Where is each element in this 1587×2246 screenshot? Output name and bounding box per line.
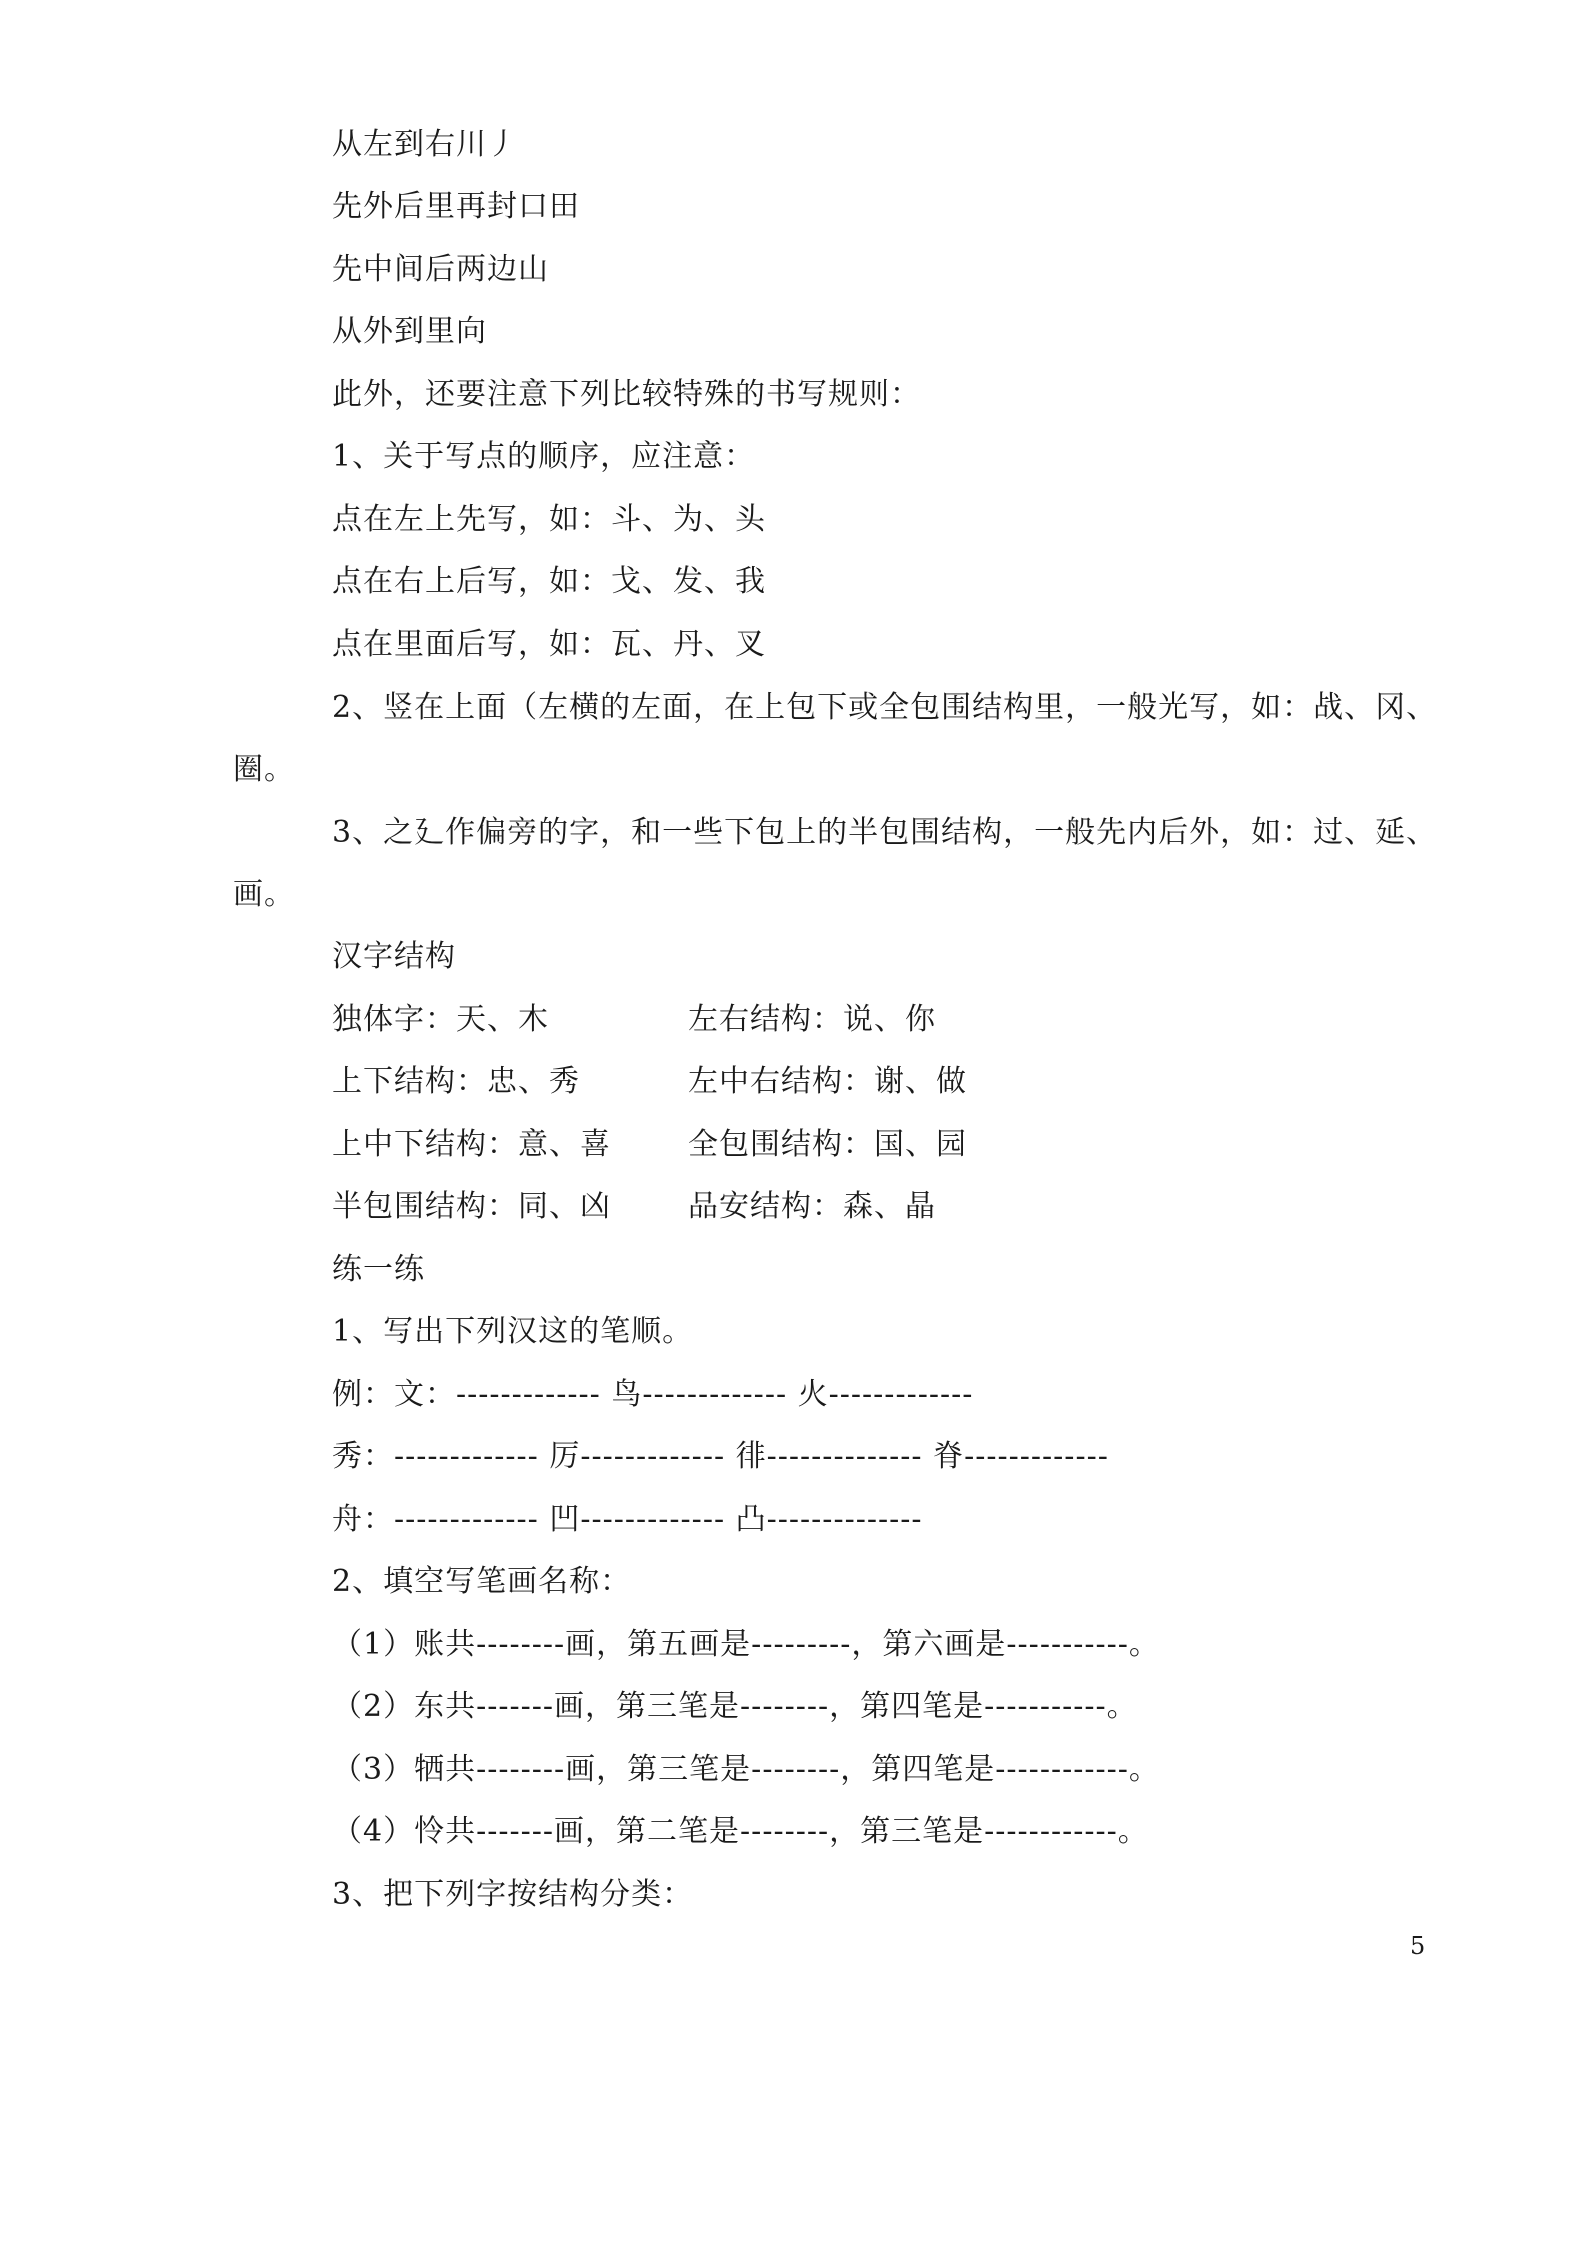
q1-heading: 1、写出下列汉这的笔顺。 xyxy=(332,1314,694,1349)
dot-rule-item: 点在里面后写，如：瓦、丹、叉 xyxy=(332,627,766,662)
rule3-line1: 3、之廴作偏旁的字，和一些下包上的半包围结构，一般先内后外，如：过、延、 xyxy=(332,815,1438,850)
q1-row: 例：文：------------- 鸟------------- 火------------- xyxy=(332,1377,974,1412)
structure-left: 上中下结构：意、喜 xyxy=(332,1127,611,1162)
structure-right: 全包围结构：国、园 xyxy=(688,1127,967,1162)
q3-heading: 3、把下列字按结构分类： xyxy=(332,1877,694,1912)
q2-item: （4）怜共-------画，第二笔是--------，第三笔是------------。 xyxy=(332,1814,1149,1849)
stroke-rule-line: 先中间后两边山 xyxy=(332,252,549,287)
q2-heading: 2、填空写笔画名称： xyxy=(332,1564,632,1599)
rule2-line1: 2、竖在上面（左横的左面，在上包下或全包围结构里，一般光写，如：战、冈、 xyxy=(332,690,1438,725)
page-number: 5 xyxy=(1410,1932,1426,1960)
structure-left: 半包围结构：同、凶 xyxy=(332,1189,611,1224)
rule3-line2: 画。 xyxy=(233,877,295,912)
dot-rule-heading: 1、关于写点的顺序，应注意： xyxy=(332,439,756,474)
special-rules-intro: 此外，还要注意下列比较特殊的书写规则： xyxy=(332,377,921,412)
structure-left: 独体字：天、木 xyxy=(332,1002,549,1037)
structure-heading: 汉字结构 xyxy=(332,939,456,974)
stroke-rule-line: 从左到右川丿 xyxy=(332,127,518,162)
q2-item: （2）东共-------画，第三笔是--------，第四笔是-----------。 xyxy=(332,1689,1138,1724)
structure-right: 左右结构：说、你 xyxy=(688,1002,936,1037)
q2-item: （3）牺共--------画，第三笔是--------，第四笔是------------。 xyxy=(332,1752,1160,1787)
structure-right: 品安结构：森、晶 xyxy=(688,1189,936,1224)
q1-row: 秀：------------- 厉------------- 徘-------------- 脊------------- xyxy=(332,1439,1109,1474)
structure-left: 上下结构：忠、秀 xyxy=(332,1064,580,1099)
stroke-rule-line: 从外到里向 xyxy=(332,314,487,349)
dot-rule-item: 点在右上后写，如：戈、发、我 xyxy=(332,564,766,599)
q1-row: 舟：------------- 凹------------- 凸-------------- xyxy=(332,1502,923,1537)
practice-heading: 练一练 xyxy=(332,1252,425,1287)
rule2-line2: 圈。 xyxy=(233,752,295,787)
structure-right: 左中右结构：谢、做 xyxy=(688,1064,967,1099)
q2-item: （1）账共--------画，第五画是---------，第六画是-----------。 xyxy=(332,1627,1160,1662)
dot-rule-item: 点在左上先写，如：斗、为、头 xyxy=(332,502,766,537)
stroke-rule-line: 先外后里再封口田 xyxy=(332,189,580,224)
